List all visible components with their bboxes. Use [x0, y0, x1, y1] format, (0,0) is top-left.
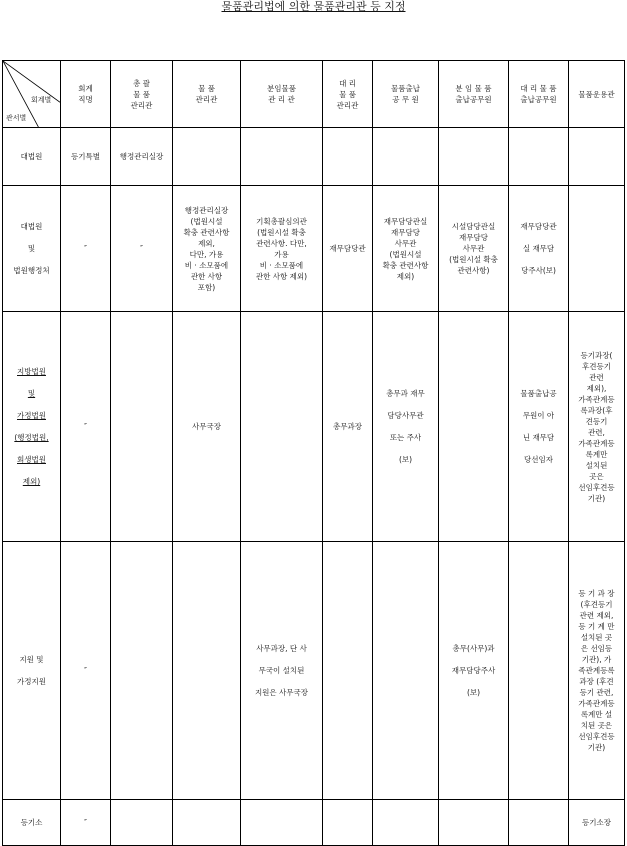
table-cell: 재무담당관실 재무담당 사무관 (법원시설 확충 관련사항 제외)	[373, 186, 439, 312]
table-cell	[373, 800, 439, 846]
table-cell: 총무과 재무 담당사무관 또는 주사 (보)	[373, 312, 439, 542]
col-header: 분임물품 관 리 관	[241, 61, 323, 128]
office-cell: 지방법원 및 가정법원 (행정법원, 회생법원 제외)	[3, 312, 61, 542]
office-cell: 등기소	[3, 800, 61, 846]
table-cell	[569, 128, 625, 186]
office-cell: 대법원	[3, 128, 61, 186]
table-cell: 물품출납공 무원이 아 닌 재무담 당선임자	[509, 312, 569, 542]
table-cell: 시설담당관실 재무담당 사무관 (법원시설 확충 관련사항)	[439, 186, 509, 312]
table-cell: ″	[111, 186, 173, 312]
table-cell	[323, 128, 373, 186]
table-cell: ″	[61, 186, 111, 312]
corner-cell	[3, 61, 61, 128]
table-cell: 기획총괄심의관 (법원시설 확충 관련사항. 다만, 가용 비 · 소모품에 관한 사항 제외)	[241, 186, 323, 312]
table-cell	[439, 128, 509, 186]
table-cell	[241, 312, 323, 542]
table-row	[3, 186, 625, 312]
header-row	[3, 61, 625, 128]
designation-table	[2, 60, 625, 846]
table-cell	[323, 800, 373, 846]
table-cell: 등기과장( 후견등기 관련 제외), 가족관계등 록과장(후 견등기 관련, 가족관계등 록계만 설치된 곳은 선임후견등 기관)	[569, 312, 625, 542]
table-cell: 사무국장	[173, 312, 241, 542]
table-cell	[509, 800, 569, 846]
table-cell	[111, 542, 173, 800]
table-cell: 재무담당관	[323, 186, 373, 312]
table-row	[3, 312, 625, 542]
col-header: 물 품 관리관	[173, 61, 241, 128]
table-row	[3, 542, 625, 800]
table-cell	[173, 542, 241, 800]
table-cell	[241, 128, 323, 186]
office-cell: 대법원 및 법원행정처	[3, 186, 61, 312]
table-cell: 행정관리실장 (법원시설 확충 관련사항 제외, 다만, 가용 비 · 소모품에 관한 사항 포함)	[173, 186, 241, 312]
col-header: 총 괄 물 품 관리관	[111, 61, 173, 128]
table-cell: ″	[61, 312, 111, 542]
corner-label-office: 관서별	[6, 114, 27, 122]
table-row	[3, 128, 625, 186]
office-cell: 지원 및 가정지원	[3, 542, 61, 800]
table-cell: 재무담당관 실 재무담 당주사(보)	[509, 186, 569, 312]
table-cell: 사무과장, 단 사 무국이 설치된 지원은 사무국장	[241, 542, 323, 800]
col-header: 대 리 물 품 관리관	[323, 61, 373, 128]
col-header: 물품운용관	[569, 61, 625, 128]
table-cell: ″	[61, 542, 111, 800]
table-cell	[509, 128, 569, 186]
table-row	[3, 800, 625, 846]
table-cell	[111, 312, 173, 542]
table-cell: 총무과장	[323, 312, 373, 542]
table-cell	[439, 800, 509, 846]
table-cell	[569, 186, 625, 312]
table-cell: 등 기 과 장 (후견등기 관련 제외, 등 기 계 만 설치된 곳 은 선임등 기관), 가 족관계등록 과장 (후견 등기 관련, 가족관계등 록계만 설 치된 곳은 선임후견등 기관)	[569, 542, 625, 800]
table-cell	[241, 800, 323, 846]
table-cell	[373, 128, 439, 186]
table-cell	[323, 542, 373, 800]
table-cell	[111, 800, 173, 846]
table-cell	[509, 542, 569, 800]
table-cell: 등기소장	[569, 800, 625, 846]
table-cell	[173, 128, 241, 186]
table-cell: 행정관리실장	[111, 128, 173, 186]
col-header: 물품출납 공 무 원	[373, 61, 439, 128]
table-cell: 총무(사무)과 재무담당주사 (보)	[439, 542, 509, 800]
table-cell: ″	[61, 800, 111, 846]
corner-label-account: 회계별	[31, 96, 52, 104]
col-header: 분 임 물 품 출납공무원	[439, 61, 509, 128]
col-header: 회계 직명	[61, 61, 111, 128]
table-cell	[373, 542, 439, 800]
page-title: 물품관리법에 의한 물품관리관 등 지정	[221, 0, 406, 13]
table-cell: 등기특별	[61, 128, 111, 186]
table-cell	[173, 800, 241, 846]
table-cell	[439, 312, 509, 542]
col-header: 대 리 물 품 출납공무원	[509, 61, 569, 128]
